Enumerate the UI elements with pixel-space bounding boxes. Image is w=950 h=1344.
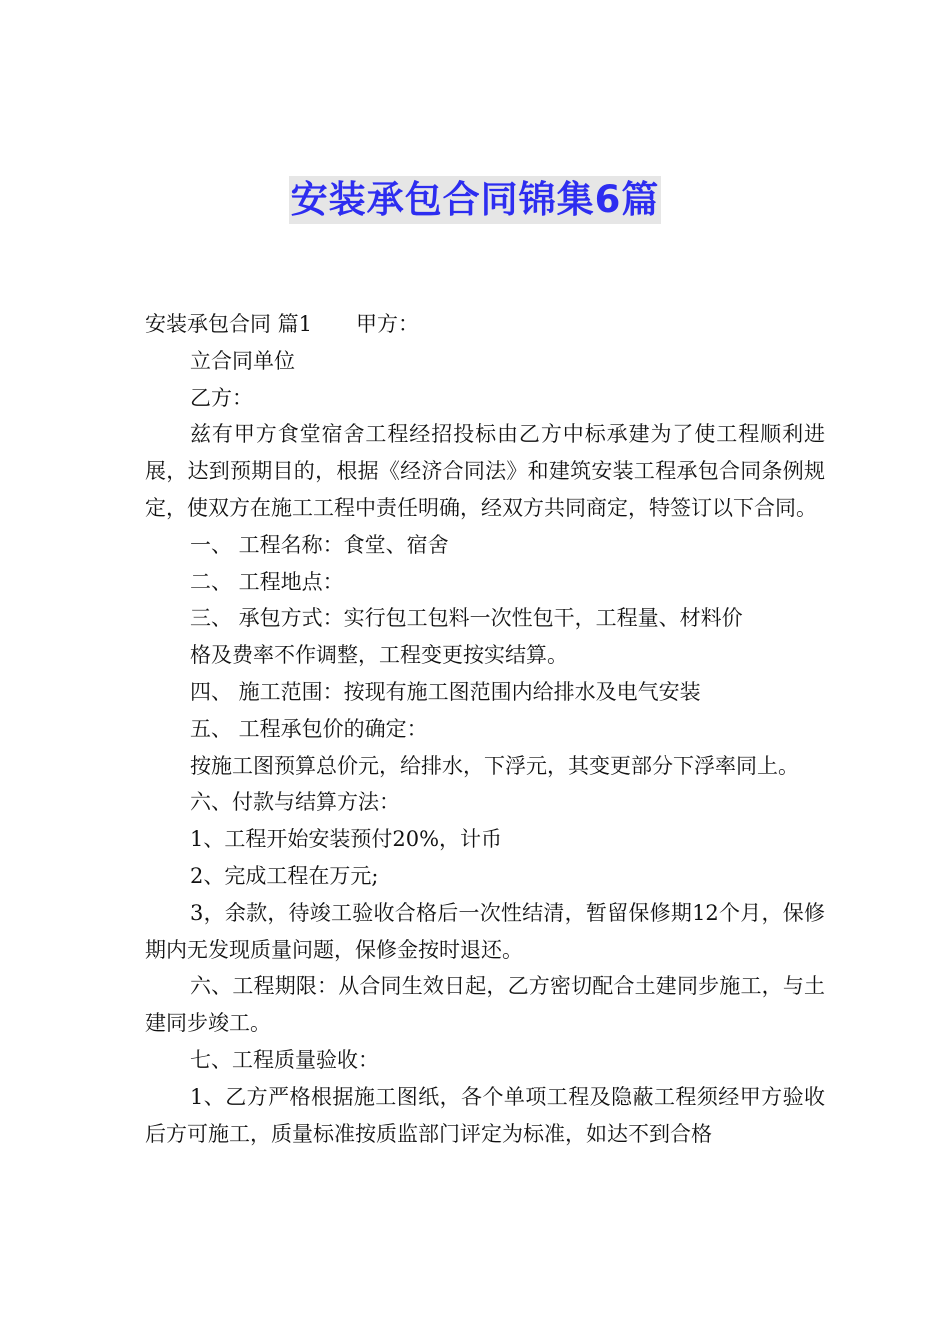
paragraph: 1、工程开始安装预付20%，计币 [190,827,503,852]
paragraph: 一、 工程名称：食堂、宿舍 [190,532,449,557]
paragraph: 三、 承包方式：实行包工包料一次性包干，工程量、材料价 [190,606,743,631]
paragraph: 按施工图预算总价元，给排水，下浮元，其变更部分下浮率同上。 [190,753,799,778]
paragraph: 立合同单位 [190,348,295,373]
document-title-text: 安装承包合同锦集6篇 [289,176,662,224]
paragraph: 六、付款与结算方法： [190,790,400,815]
document-title [0,176,950,224]
document-body [145,306,825,1152]
paragraph: 2、完成工程在万元; [190,863,379,888]
contract-heading: 安装承包合同 篇1 [145,312,313,336]
paragraph: 二、 工程地点： [190,569,344,594]
paragraph: 六、工程期限：从合同生效日起，乙方密切配合土建同步施工，与土建同步竣工。 [145,974,825,1036]
paragraph: 3，余款，待竣工验收合格后一次性结清，暂留保修期12个月，保修期内无发现质量问题，保修金按时退还。 [145,900,825,962]
paragraph: 四、 施工范围：按现有施工图范围内给排水及电气安装 [190,679,701,704]
paragraph: 兹有甲方食堂宿舍工程经招投标由乙方中标承建为了使工程顺利进展，达到预期目的，根据《经济合同法》和建筑安装工程承包合同条例规定，使双方在施工工程中责任明确，经双方共同商定，特签订以下合同。 [145,422,825,520]
paragraph: 1、乙方严格根据施工图纸，各个单项工程及隐蔽工程须经甲方验收后方可施工，质量标准按质监部门评定为标准，如达不到合格 [145,1084,825,1146]
paragraph: 乙方： [190,385,253,410]
opening-line [145,306,825,343]
paragraph: 五、 工程承包价的确定： [190,716,428,741]
paragraph: 格及费率不作调整，工程变更按实结算。 [190,643,568,668]
paragraph: 七、工程质量验收： [190,1047,379,1072]
party-a-label: 甲方： [356,312,420,336]
